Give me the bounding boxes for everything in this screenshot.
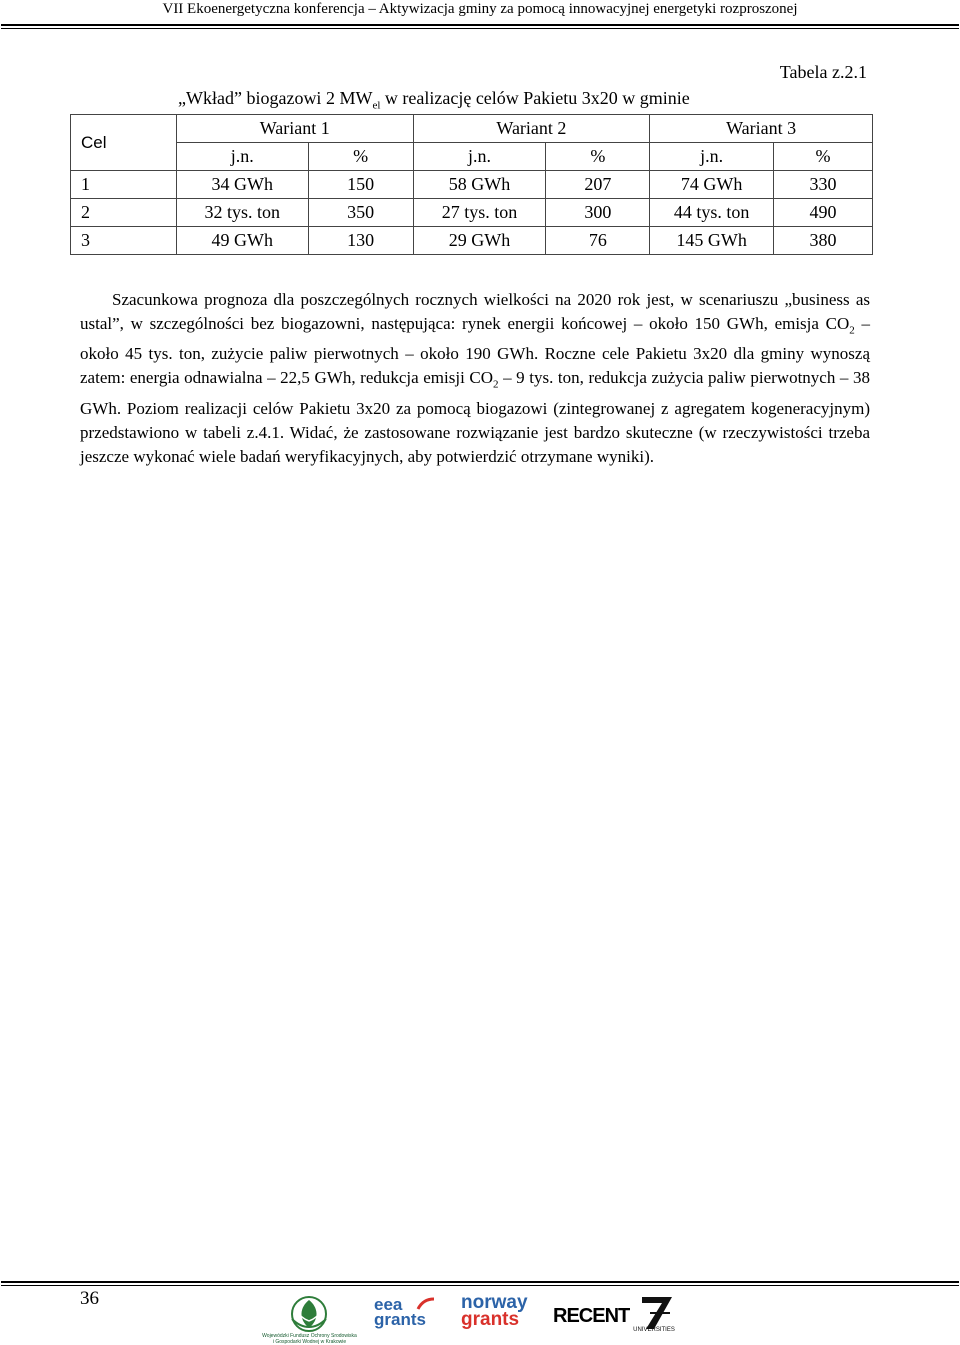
universities-label: UNIVERSITIES <box>633 1327 675 1333</box>
subheader-cell: j.n. <box>650 143 774 171</box>
header-rule <box>1 24 959 26</box>
table-cell: 27 tys. ton <box>413 199 546 227</box>
running-header: VII Ekoenergetyczna konferencja – Aktywizacja gminy za pomocą innowacyjnej energetyki rozproszonej <box>162 1 798 17</box>
variant-header: Wariant 1 <box>176 115 413 143</box>
table-cell: 3 <box>71 227 177 255</box>
body-paragraph <box>80 288 870 469</box>
subheader-cell: % <box>774 143 873 171</box>
eea-swoosh-icon <box>416 1297 436 1311</box>
table-cell: 490 <box>774 199 873 227</box>
table-cell: 330 <box>774 171 873 199</box>
caption-text-a: „Wkład” biogazowi 2 MW <box>178 88 373 108</box>
norway-grants-logo <box>461 1294 541 1328</box>
eea-grants-logo <box>374 1297 438 1327</box>
table-cell: 207 <box>546 171 650 199</box>
paragraph-text: Szacunkowa prognoza dla poszczególnych rocznych wielkości na 2020 rok jest, w scenariuszu „business as ustal”, w szczególności bez biogazowni, następująca: rynek energii końcowej – około 150 GWh, emisja CO <box>80 290 870 333</box>
table-cell: 49 GWh <box>176 227 308 255</box>
table-subheader-row <box>71 143 873 171</box>
row-header-cel: Cel <box>71 115 177 171</box>
subscript: 2 <box>493 378 499 391</box>
footer-logos <box>0 1291 960 1345</box>
table-cell: 44 tys. ton <box>650 199 774 227</box>
subheader-cell: j.n. <box>413 143 546 171</box>
caption-subscript: el <box>372 99 381 112</box>
page-number: 36 <box>80 1288 99 1309</box>
table-row <box>71 171 873 199</box>
table-cell: 145 GWh <box>650 227 774 255</box>
table-cell: 380 <box>774 227 873 255</box>
eea-line2: grants <box>374 1310 426 1329</box>
caption-text-b: w realizację celów Pakietu 3x20 w gminie <box>380 88 690 108</box>
paragraph-text: – około 45 tys. ton, zużycie paliw pierwotnych – około 190 GWh. Roczne cele Pakietu 3x20 dla gminy wynoszą zatem: energia odnawialna – 22,5 GWh, redukcja emisji CO <box>80 314 870 388</box>
table-cell: 34 GWh <box>176 171 308 199</box>
table-header-row <box>71 115 873 143</box>
table-cell: 300 <box>546 199 650 227</box>
variant-header: Wariant 2 <box>413 115 650 143</box>
wfos-logo <box>262 1295 357 1345</box>
subscript: 2 <box>849 324 855 337</box>
eea-line1: eea <box>374 1295 403 1314</box>
subheader-cell: % <box>546 143 650 171</box>
seventh-framework-logo <box>622 1293 686 1333</box>
norway-line2: grants <box>461 1309 520 1330</box>
recent-logo <box>553 1305 630 1328</box>
subheader-cell: j.n. <box>176 143 308 171</box>
table-cell: 350 <box>308 199 413 227</box>
footer-rule <box>1 1281 959 1283</box>
variant-header: Wariant 3 <box>650 115 873 143</box>
table-label: Tabela z.2.1 <box>779 62 867 82</box>
table-cell: 1 <box>71 171 177 199</box>
table-row <box>71 199 873 227</box>
wfos-emblem-icon <box>262 1295 357 1333</box>
table-cell: 29 GWh <box>413 227 546 255</box>
table-cell: 2 <box>71 199 177 227</box>
table-cell: 76 <box>546 227 650 255</box>
table-cell: 150 <box>308 171 413 199</box>
norway-line1: norway <box>461 1292 528 1313</box>
paragraph-text: – 9 tys. ton, redukcja zużycia paliw pierwotnych – 38 GWh. Poziom realizacji celów Pakietu 3x20 za pomocą biogazowi (zintegrowanej z agregatem kogeneracyjnym) przedstawiono w tabeli z.4.1. Widać, że zastosowane rozwiązanie jest bardzo skuteczne (w rzeczywistości trzeba jeszcze wykonać wiele badań weryfikacyjnych, aby potwierdzić otrzymane wyniki). <box>80 368 871 466</box>
wfos-name: Wojewódzki Fundusz Ochrony Środowiska i Gospodarki Wodnej w Krakowie <box>262 1333 357 1345</box>
header-rule-thin <box>1 28 959 29</box>
subheader-cell: % <box>308 143 413 171</box>
table-caption <box>178 88 690 112</box>
table-cell: 32 tys. ton <box>176 199 308 227</box>
table-cell: 74 GWh <box>650 171 774 199</box>
recent-text: RECENT <box>553 1305 630 1327</box>
table-cell: 130 <box>308 227 413 255</box>
table-cell: 58 GWh <box>413 171 546 199</box>
table-row <box>71 227 873 255</box>
footer-rule-thin <box>1 1285 959 1286</box>
data-table <box>70 114 873 255</box>
